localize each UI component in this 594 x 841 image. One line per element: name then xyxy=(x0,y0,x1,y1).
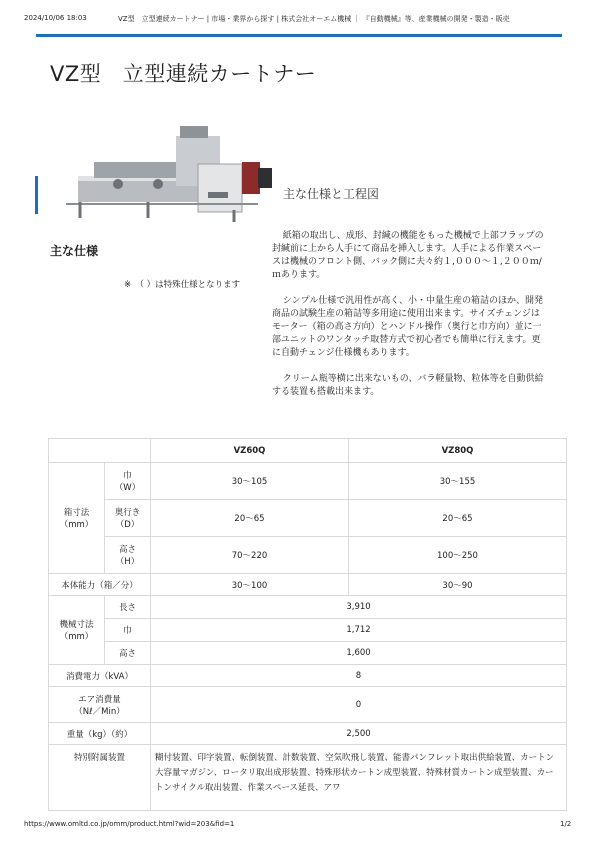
cell-value: 30～155 xyxy=(349,463,567,500)
cell-value: 30～90 xyxy=(349,574,567,596)
cell-value: 20～65 xyxy=(349,500,567,537)
table-row xyxy=(49,574,567,596)
table-corner-cell xyxy=(49,439,151,463)
table-row xyxy=(49,537,567,574)
row-label: 長さ xyxy=(105,596,151,619)
table-row xyxy=(49,619,567,642)
box-size-label: 箱寸法 （mm） xyxy=(49,463,105,574)
spec-note: ※ （ ）は特殊仕様となります xyxy=(124,280,241,290)
description-paragraph: クリーム瓶等横に出来ないもの、バラ軽量物、粒体等を自動供給する装置も搭載出来ます。 xyxy=(272,374,544,397)
row-label: 高さ xyxy=(105,642,151,665)
cell-value: 70～220 xyxy=(151,537,349,574)
cell-value: 20～65 xyxy=(151,500,349,537)
description xyxy=(272,230,544,412)
cell-value: 1,600 xyxy=(151,642,567,665)
header-rule xyxy=(36,34,562,37)
page-title: VZ型 立型連続カートナー xyxy=(50,62,317,86)
spec-table xyxy=(48,438,567,811)
print-page-title: VZ型 立型連続カートナー | 市場・業界から探す | 株式会社オーエム機械 ｜ 『自動機械』等、産業機械の開発・製造・販売 xyxy=(118,15,510,23)
machine-photo xyxy=(58,122,276,226)
table-row xyxy=(49,723,567,745)
print-date: 2024/10/06 18:03 xyxy=(24,14,87,22)
description-paragraph: 紙箱の取出し、成形、封緘の機能をもった機械で上部フラップの封緘前に上から人手にて商品を挿入します。人手による作業スペースは機械のフロント側、バック側に夫々約１,０００～１,２００ｍ/ｍあります。 xyxy=(272,231,544,280)
row-label: 奥行き （D） xyxy=(105,500,151,537)
model-header: VZ80Q xyxy=(349,439,567,463)
table-header-row xyxy=(49,439,567,463)
cell-value: 30～105 xyxy=(151,463,349,500)
cell-value: 1,712 xyxy=(151,619,567,642)
air-label: エア消費量 （Nℓ／Min） xyxy=(49,687,151,723)
row-label: 巾 （W） xyxy=(105,463,151,500)
table-row xyxy=(49,745,567,811)
cell-value: 2,500 xyxy=(151,723,567,745)
table-row xyxy=(49,687,567,723)
model-header: VZ60Q xyxy=(151,439,349,463)
footer-url: https://www.omltd.co.jp/omm/product.html?wid=203&fid=1 xyxy=(24,820,235,828)
cell-value: 8 xyxy=(151,665,567,687)
description-paragraph: シンプル仕様で汎用性が高く、小・中量生産の箱詰のほか、開発商品の試験生産の箱詰等多用途に使用出来ます。サイズチェンジはモーター（箱の高さ方向）とハンドル操作（奥行と巾方向）並に一部ユニットのワンタッチ取替方式で初心者でも簡単に行えます。更に自動チェンジ仕様機もあります。 xyxy=(272,296,544,358)
options-value: 糊付装置、印字装置、転倒装置、計数装置、空気吹飛し装置、能書パンフレット取出供給装置、カートン大容量マガジン、ロータリ取出成形装置、特殊形状カートン成型装置、特殊材質カートン成型装置、カートンサイクル取出装置、作業スペース延長、アワ xyxy=(151,745,567,811)
row-label: 巾 xyxy=(105,619,151,642)
row-label: 高さ （H） xyxy=(105,537,151,574)
options-label: 特別附属装置 xyxy=(49,745,151,811)
cell-value: 3,910 xyxy=(151,596,567,619)
table-row xyxy=(49,463,567,500)
power-label: 消費電力（kVA） xyxy=(49,665,151,687)
table-row xyxy=(49,500,567,537)
cell-value: 0 xyxy=(151,687,567,723)
table-row xyxy=(49,665,567,687)
machine-size-label: 機械寸法 （mm） xyxy=(49,596,105,665)
capacity-label: 本体能力（箱／分） xyxy=(49,574,151,596)
spec-heading: 主な仕様 xyxy=(50,244,99,258)
weight-label: 重量（kg）（約） xyxy=(49,723,151,745)
cell-value: 100～250 xyxy=(349,537,567,574)
footer-page-number: 1/2 xyxy=(560,820,572,828)
cell-value: 30～100 xyxy=(151,574,349,596)
table-row xyxy=(49,642,567,665)
table-row xyxy=(49,596,567,619)
section-title: 主な仕様と工程図 xyxy=(283,187,380,201)
section-accent-bar xyxy=(35,176,38,214)
